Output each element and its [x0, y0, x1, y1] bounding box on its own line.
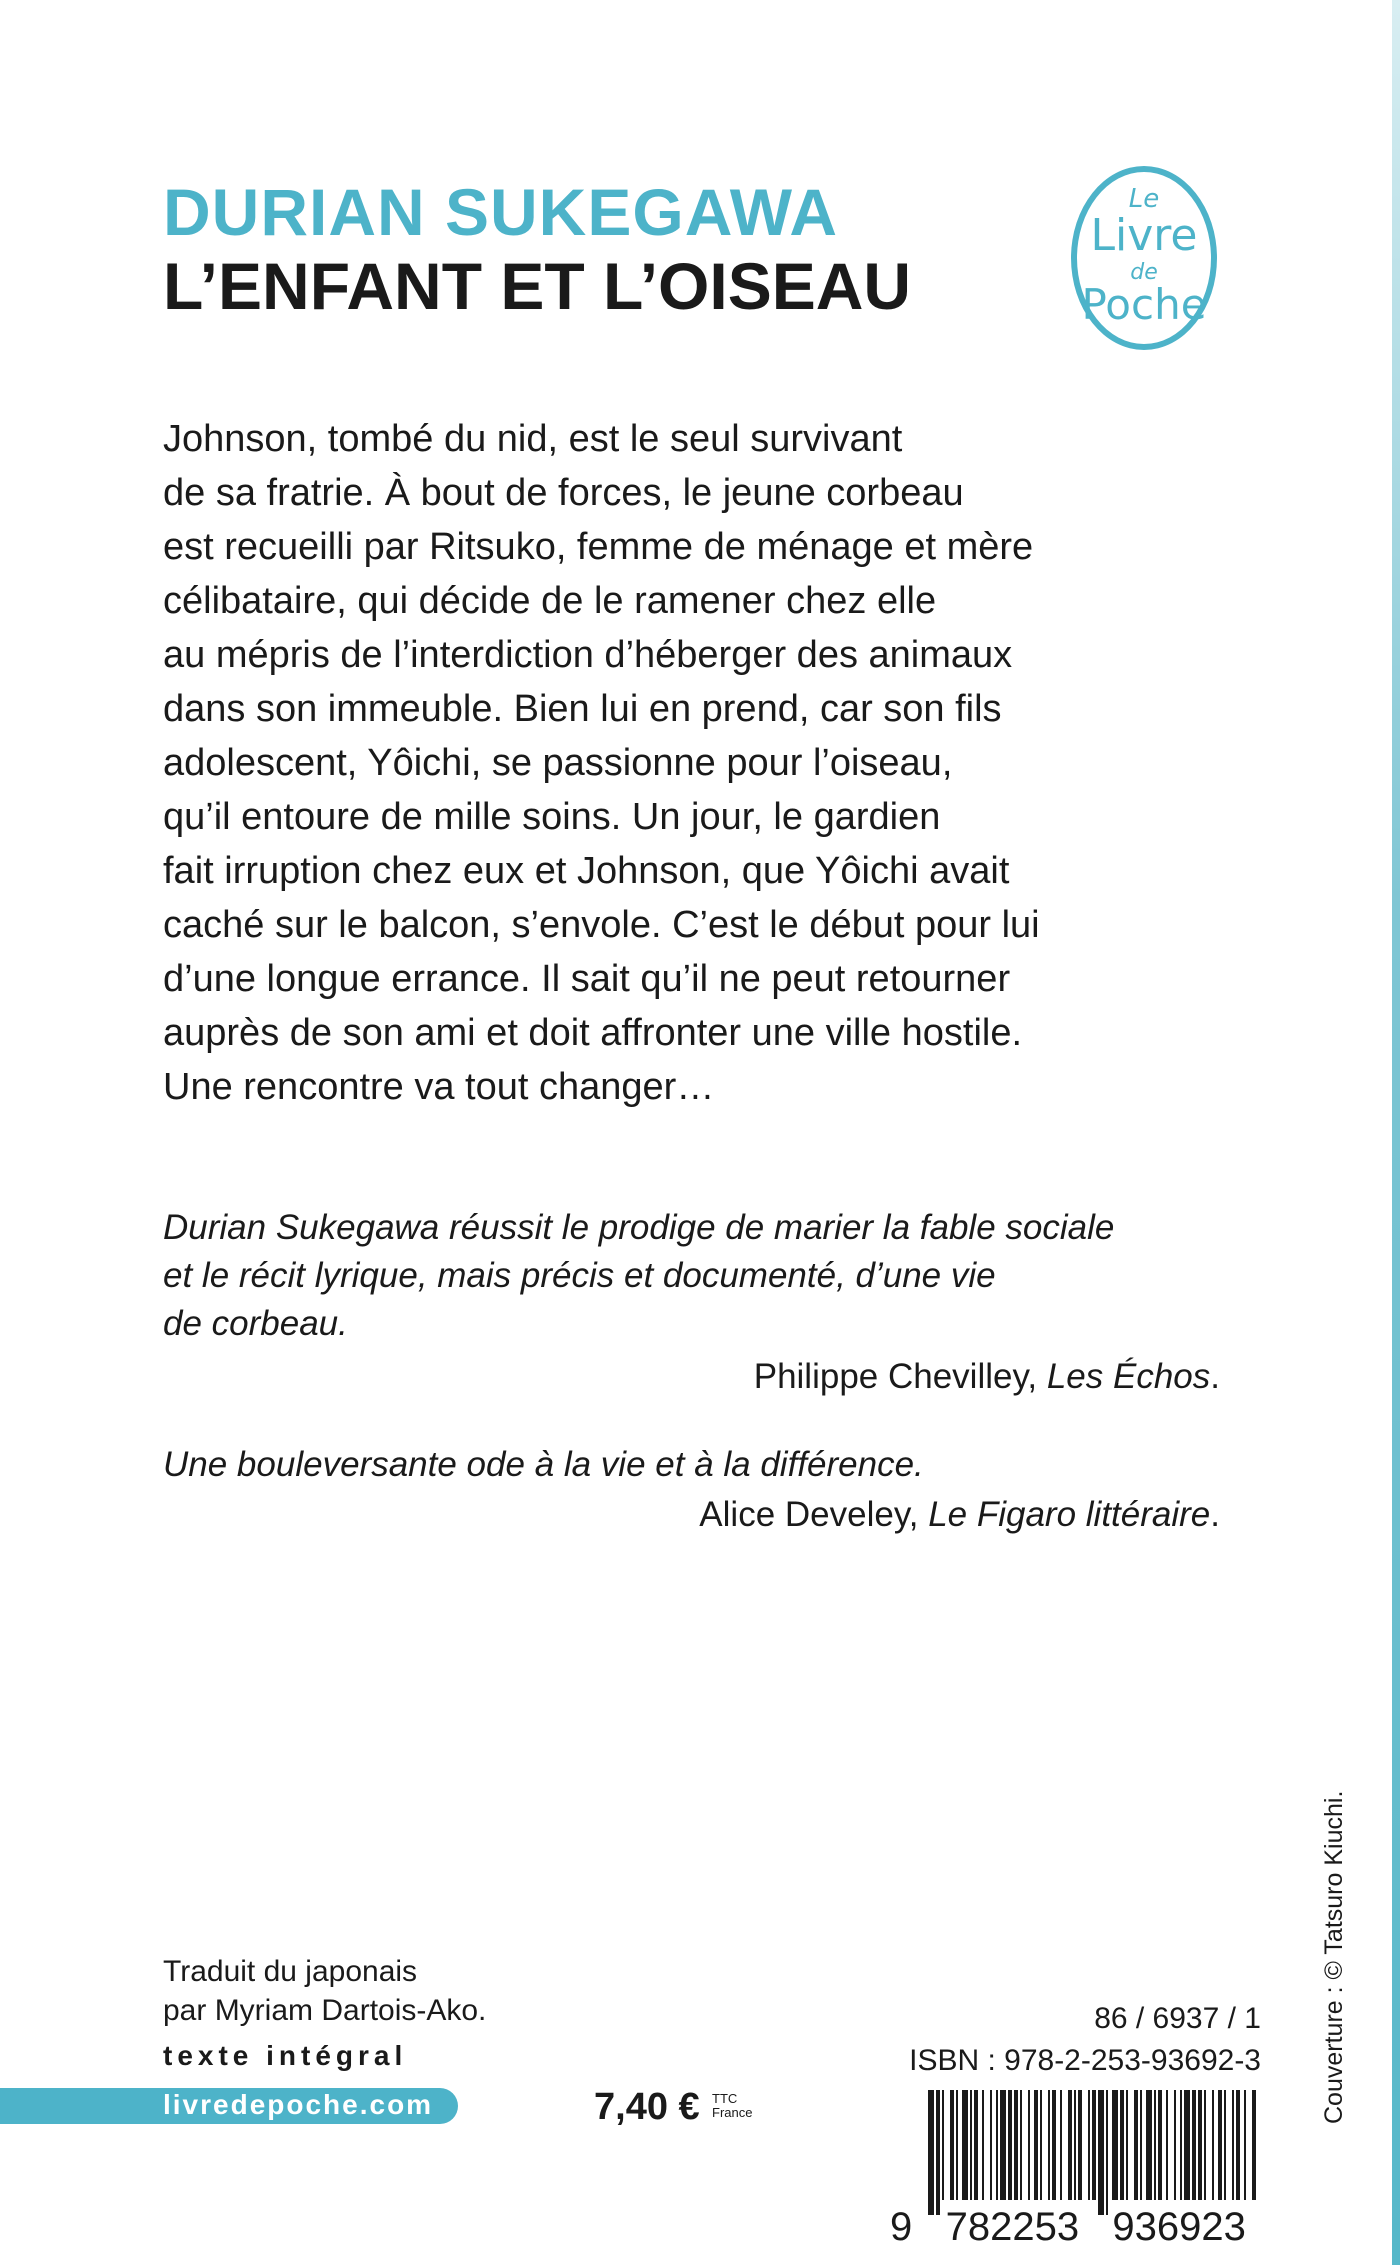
press-quote-2	[163, 1441, 1223, 1489]
critic-name: Philippe Chevilley,	[753, 1357, 1047, 1396]
publication-name: Le Figaro littéraire	[928, 1495, 1211, 1534]
synopsis-line: qu’il entoure de mille soins. Un jour, le gardien	[163, 796, 941, 838]
synopsis-line: dans son immeuble. Bien lui en prend, car son fils	[163, 688, 1002, 730]
barcode-bar	[1040, 2090, 1042, 2200]
barcode-bar	[1224, 2090, 1226, 2200]
barcode-bar	[1074, 2090, 1076, 2200]
synopsis-line: Johnson, tombé du nid, est le seul survivant	[163, 418, 903, 460]
attribution-end: .	[1210, 1495, 1220, 1534]
barcode-bar	[1034, 2090, 1038, 2200]
barcode-bar	[1236, 2090, 1240, 2200]
book-title: L’ENFANT ET L’OISEAU	[163, 249, 912, 323]
translator-credit	[163, 1952, 486, 2030]
barcode-bar	[1008, 2090, 1012, 2200]
barcode-bar	[1218, 2090, 1222, 2200]
barcode-bar	[970, 2090, 972, 2200]
website-banner[interactable]	[0, 2088, 458, 2124]
barcode-bar	[1140, 2090, 1142, 2200]
barcode-bar	[1028, 2090, 1030, 2200]
barcode-bar	[1014, 2090, 1018, 2200]
author-name: DURIAN SUKEGAWA	[163, 175, 839, 249]
publication-name: Les Échos	[1046, 1357, 1211, 1396]
integral-text-label: texte intégral	[163, 2040, 408, 2071]
quote-attribution-1	[754, 1353, 1220, 1401]
isbn: ISBN : 978-2-253-93692-3	[909, 2044, 1261, 2077]
barcode-bar	[982, 2090, 984, 2200]
barcode-bar	[1154, 2090, 1156, 2200]
quote-line: de corbeau.	[163, 1304, 348, 1343]
quote-attribution-2	[699, 1491, 1220, 1539]
barcode-bar	[1184, 2090, 1190, 2200]
synopsis-line: d’une longue errance. Il sait qu’il ne peut retourner	[163, 958, 1011, 1000]
price-note-france: France	[712, 2105, 753, 2120]
barcode-bar	[956, 2090, 958, 2200]
critic-name: Alice Develey,	[699, 1495, 929, 1534]
synopsis-line: fait irruption chez eux et Johnson, que Yôichi avait	[163, 850, 1010, 892]
barcode-bar	[1092, 2090, 1096, 2200]
barcode-bar	[1106, 2090, 1108, 2215]
barcode-bar	[1180, 2090, 1182, 2200]
logo-line-de: de	[1130, 260, 1158, 285]
website-link[interactable]: livredepoche.com	[163, 2089, 434, 2120]
barcode-bar	[1000, 2090, 1006, 2200]
synopsis-line: est recueilli par Ritsuko, femme de ménage et mère	[163, 526, 1034, 568]
barcode-bar	[1244, 2090, 1246, 2200]
cover-edge-strip	[1392, 0, 1400, 2265]
barcode-bar	[1232, 2090, 1234, 2200]
synopsis	[163, 412, 1173, 1114]
barcode-bar	[996, 2090, 998, 2200]
barcode	[888, 2090, 1263, 2245]
barcode-bar	[1120, 2090, 1124, 2200]
price-note	[712, 2092, 752, 2120]
logo-line-le: Le	[1128, 184, 1160, 214]
barcode-bar	[1112, 2090, 1118, 2200]
barcode-bar	[1088, 2090, 1090, 2200]
barcode-bar	[950, 2090, 954, 2200]
synopsis-line: de sa fratrie. À bout de forces, le jeune corbeau	[163, 472, 964, 514]
synopsis-line: caché sur le balcon, s’envole. C’est le début pour lui	[163, 904, 1040, 946]
press-quote-1	[163, 1204, 1223, 1348]
barcode-bar	[1146, 2090, 1152, 2200]
synopsis-line: auprès de son ami et doit affronter une ville hostile.	[163, 1012, 1023, 1054]
translator-line: Traduit du japonais	[163, 1955, 418, 1988]
barcode-bar	[1212, 2090, 1214, 2200]
barcode-bar	[1252, 2090, 1256, 2200]
barcode-bar	[1060, 2090, 1062, 2200]
barcode-bar	[1052, 2090, 1056, 2200]
quote-line: Durian Sukegawa réussit le prodige de marier la fable sociale	[163, 1208, 1115, 1247]
barcode-bar	[1126, 2090, 1128, 2200]
synopsis-line: célibataire, qui décide de le ramener chez elle	[163, 580, 937, 622]
synopsis-line: au mépris de l’interdiction d’héberger des animaux	[163, 634, 1013, 676]
barcode-bar	[1068, 2090, 1072, 2200]
quote-line: Une bouleversante ode à la vie et à la différence.	[163, 1445, 924, 1484]
logo-line-poche: Poche	[1081, 280, 1207, 329]
barcode-bar	[1204, 2090, 1206, 2200]
barcode-bars	[928, 2090, 1256, 2215]
barcode-bar	[990, 2090, 992, 2200]
catalog-code: 86 / 6937 / 1	[1094, 2002, 1261, 2035]
barcode-bar	[1098, 2090, 1104, 2215]
barcode-bar	[942, 2090, 944, 2200]
barcode-bar	[1166, 2090, 1168, 2200]
barcode-bar	[928, 2090, 934, 2215]
synopsis-line: Une rencontre va tout changer…	[163, 1066, 715, 1108]
barcode-bar	[1078, 2090, 1082, 2200]
cover-credit: Couverture : © Tatsuro Kiuchi.	[1320, 1790, 1348, 2124]
barcode-bar	[1198, 2090, 1202, 2200]
barcode-bar	[1192, 2090, 1196, 2200]
synopsis-line: adolescent, Yôichi, se passionne pour l’oiseau,	[163, 742, 953, 784]
logo-line-livre: Livre	[1090, 210, 1198, 261]
price: 7,40 €	[594, 2086, 700, 2128]
barcode-bar	[1134, 2090, 1138, 2200]
barcode-bar	[1020, 2090, 1022, 2200]
barcode-bar	[1158, 2090, 1162, 2200]
barcode-bar	[974, 2090, 978, 2200]
price-note-ttc: TTC	[712, 2091, 738, 2106]
barcode-bar	[1048, 2090, 1050, 2200]
barcode-digits: 9 782253 936923	[890, 2205, 1246, 2245]
barcode-bar	[962, 2090, 968, 2200]
quote-line: et le récit lyrique, mais précis et documenté, d’une vie	[163, 1256, 996, 1295]
translator-line: par Myriam Dartois-Ako.	[163, 1994, 487, 2027]
barcode-bar	[936, 2090, 940, 2215]
barcode-bar	[1174, 2090, 1176, 2200]
publisher-logo	[1071, 166, 1217, 350]
attribution-end: .	[1210, 1357, 1220, 1396]
